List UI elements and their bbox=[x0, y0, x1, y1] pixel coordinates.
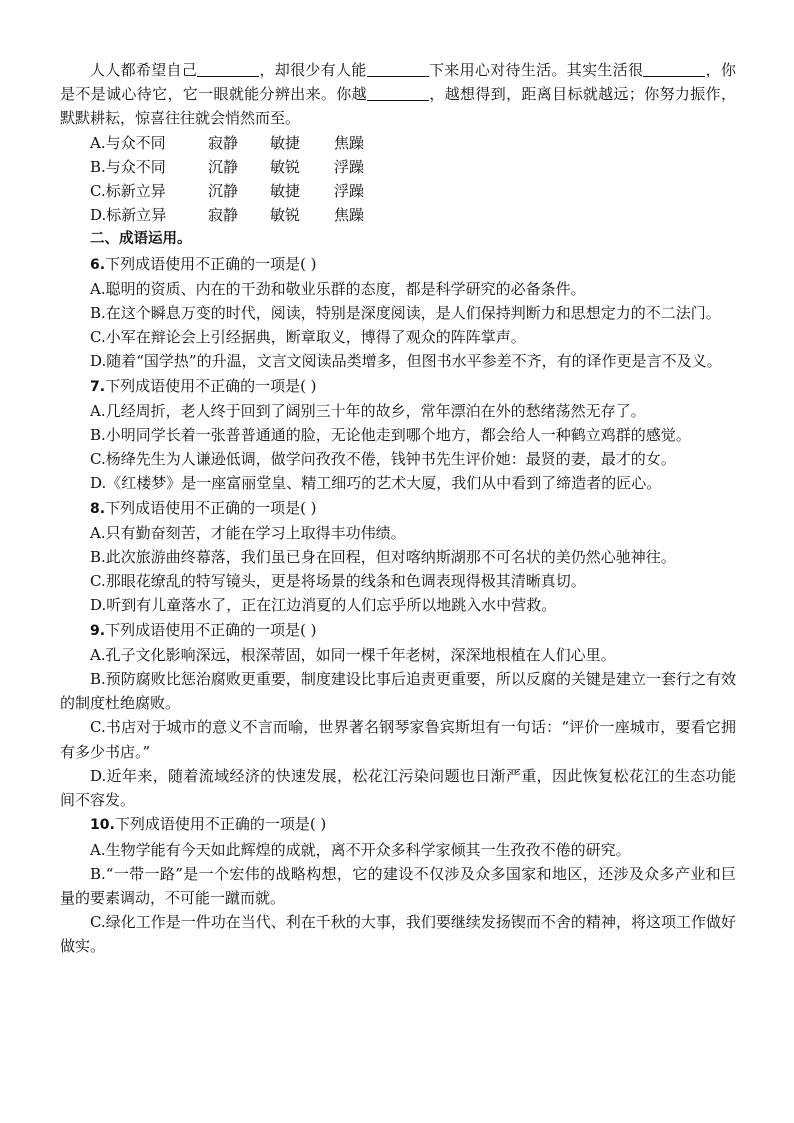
option-text: C.那眼花缭乱的特写镜头，更是将场景的线条和色调表现得极其清晰真切。 bbox=[90, 572, 586, 591]
passage-text: 你是不是诚心待它，它一眼就能分辨出来。你越 bbox=[60, 61, 736, 104]
option-word: 敏捷 bbox=[270, 133, 301, 152]
option-text: A.生物学能有今天如此辉煌的成就，离不开众多科学家倾其一生孜孜不倦的研究。 bbox=[90, 840, 631, 859]
option-word: 浮躁 bbox=[334, 182, 365, 201]
question-number: 6. bbox=[90, 256, 106, 273]
section-heading: 二、成语运用。 bbox=[90, 231, 192, 248]
question-text: 下列成语使用不正确的一项是( ) bbox=[105, 254, 317, 273]
question-stem bbox=[60, 496, 736, 521]
option-text: B.此次旅游曲终幕落，我们虽已身在回程，但对喀纳斯湖那不可名状的美仍然心驰神往。 bbox=[90, 548, 676, 567]
option-text: D.《红楼梦》是一座富丽堂皇、精工细巧的艺术大厦，我们从中看到了缔造者的匠心。 bbox=[90, 474, 662, 493]
answer-blank bbox=[197, 60, 259, 77]
question-number: 9. bbox=[90, 622, 106, 639]
passage-text: ，越想得到，距离目标就越远；你努力 bbox=[428, 85, 691, 104]
option-text: A.只有勤奋刻苦，才能在学习上取得丰功伟绩。 bbox=[90, 523, 406, 542]
option-label: A.与众不同 bbox=[90, 133, 166, 152]
option-text: C.书店对于城市的意义不言而喻，世界著名钢琴家鲁宾斯坦有一句话：“评价一座城市，要看它拥有多少书店。” bbox=[60, 718, 736, 761]
option-label: D.标新立异 bbox=[90, 206, 167, 225]
option-word: 焦躁 bbox=[334, 206, 365, 225]
question-number: 7. bbox=[90, 378, 106, 395]
question-text: 下列成语使用不正确的一项是( ) bbox=[105, 620, 317, 639]
option-label: C.标新立异 bbox=[90, 182, 166, 201]
option-word: 敏锐 bbox=[270, 157, 301, 176]
passage-text: 振作，默默耕耘，惊喜往往就会悄然而至。 bbox=[60, 85, 736, 128]
option-row-a bbox=[60, 131, 736, 155]
question-stem bbox=[60, 252, 736, 277]
worksheet-page bbox=[60, 58, 736, 959]
passage-text: ，却很少有人能 bbox=[259, 61, 367, 79]
answer-blank bbox=[367, 60, 429, 77]
option-word: 浮躁 bbox=[334, 157, 365, 176]
question-text: 下列成语使用不正确的一项是( ) bbox=[105, 498, 317, 517]
option-row-c bbox=[60, 179, 736, 203]
option-label: B.与众不同 bbox=[90, 157, 166, 176]
option-word: 沉静 bbox=[208, 182, 239, 201]
question-stem bbox=[60, 812, 736, 837]
option-word: 寂静 bbox=[208, 206, 239, 225]
option-text: A.聪明的资质、内在的干劲和敬业乐群的态度，都是科学研究的必备条件。 bbox=[90, 279, 586, 298]
passage-paragraph bbox=[60, 58, 736, 131]
question-stem bbox=[60, 618, 736, 643]
option-text: D.近年来，随着流域经济的快速发展，松花江污染问题也日渐严重，因此恢复松花江的生态功能间不容发。 bbox=[60, 766, 736, 810]
option-word: 寂静 bbox=[208, 133, 239, 152]
option-text: B.在这个瞬息万变的时代，阅读，特别是深度阅读，是人们保持判断力和思想定力的不二法门。 bbox=[90, 304, 721, 323]
option-text: C.小军在辩论会上引经据典，断章取义，博得了观众的阵阵掌声。 bbox=[90, 328, 526, 347]
option-text: A.几经周折，老人终于回到了阔别三十年的故乡，常年漂泊在外的愁绪荡然无存了。 bbox=[90, 401, 646, 420]
option-word: 沉静 bbox=[208, 157, 239, 176]
option-text: B.预防腐败比惩治腐败更重要，制度建设比事后追责更重要，所以反腐的关键是建立一套行之有效的制度杜绝腐败。 bbox=[60, 670, 736, 713]
option-word: 焦躁 bbox=[334, 133, 365, 152]
option-text: C.杨绛先生为人谦逊低调，做学问孜孜不倦，钱钟书先生评价她：最贤的妻，最才的女。 bbox=[90, 450, 676, 469]
passage-text: ， bbox=[705, 61, 721, 79]
option-text: C.绿化工作是一件功在当代、利在千秋的大事，我们要继续发扬锲而不舍的精神，将这项工作做好做实。 bbox=[60, 913, 736, 956]
answer-blank bbox=[643, 60, 705, 77]
option-row-b bbox=[60, 155, 736, 179]
option-word: 敏捷 bbox=[270, 182, 301, 201]
option-text: D.听到有儿童落水了，正在江边消夏的人们忘乎所以地跳入水中营救。 bbox=[90, 596, 557, 615]
option-text: D.随着“国学热”的升温，文言文阅读品类增多，但图书水平参差不齐，有的译作更是言不及义。 bbox=[90, 352, 722, 371]
question-number: 8. bbox=[90, 500, 106, 517]
option-text: B.小明同学长着一张普普通通的脸，无论他走到哪个地方，都会给人一种鹤立鸡群的感觉。 bbox=[90, 426, 691, 445]
passage-text: 下来用心对待生活。其实生活很 bbox=[428, 61, 644, 79]
option-text: A.孔子文化影响深远，根深蒂固，如同一棵千年老树，深深地根植在人们心里。 bbox=[90, 645, 616, 664]
passage-text: 人人都希望自己 bbox=[90, 61, 198, 79]
question-text: 下列成语使用不正确的一项是( ) bbox=[114, 815, 327, 834]
option-row-d bbox=[60, 203, 736, 227]
answer-blank bbox=[367, 84, 429, 101]
question-number: 10. bbox=[90, 817, 115, 834]
option-text: B.“一带一路”是一个宏伟的战略构想，它的建设不仅涉及众多国家和地区，还涉及众多产业和巨量的要素调动，不可能一蹴而就。 bbox=[60, 864, 736, 907]
question-stem bbox=[60, 374, 736, 399]
option-word: 敏锐 bbox=[270, 206, 301, 225]
question-text: 下列成语使用不正确的一项是( ) bbox=[105, 376, 317, 395]
